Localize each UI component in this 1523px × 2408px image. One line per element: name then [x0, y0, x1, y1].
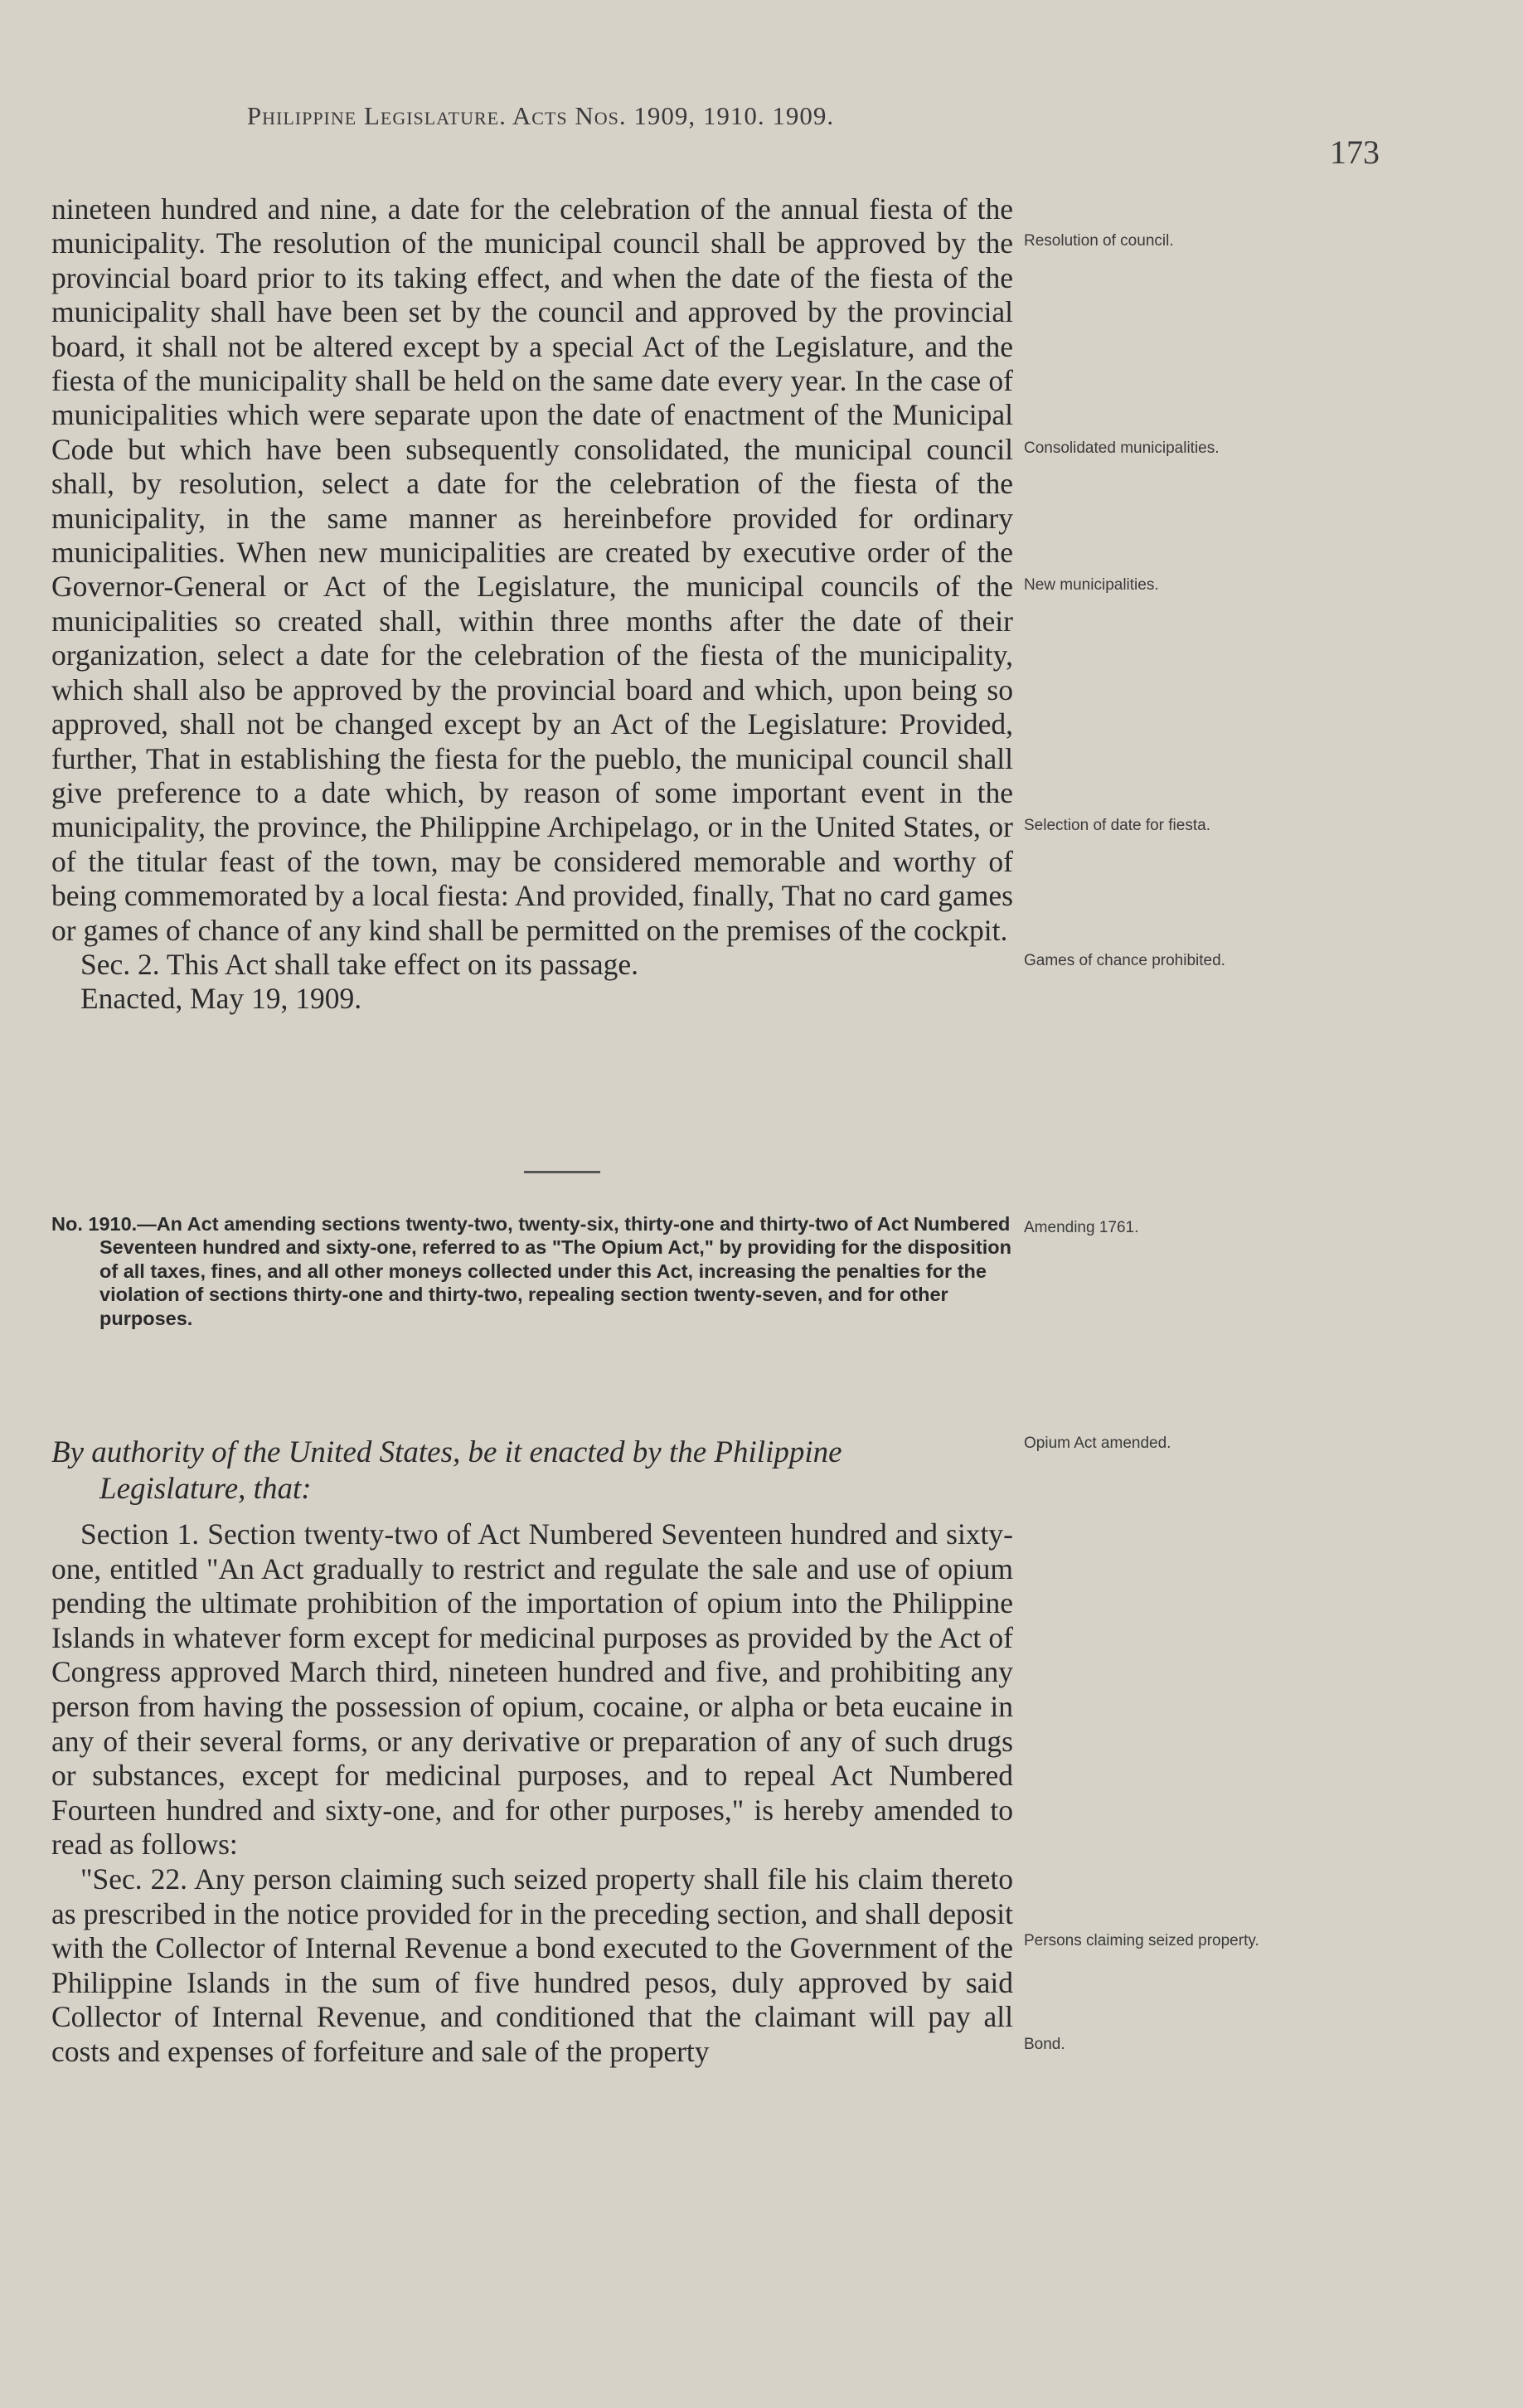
section-1-text: Section 1. Section twenty-two of Act Numbered Seventeen hundred and sixty-one, entitled "An Act gradually to restrict and regulate the sale and use of opium pending the ultimate prohibition of the importation of opium into the Philippine Islands in whatever form except for medicinal purposes as provided by the Act of Congress approved March third, nineteen hundred and five, and prohibiting any person from having the possession of opium, cocaine, or alpha or beta eucaine in any of their several forms, or any derivative or preparation of any of such drugs or substances, except for medicinal purposes, and to repeal Act Numbered Fourteen hundred and sixty-one, and for other purposes," is hereby amended to read as follows: — [51, 1517, 1013, 1862]
margin-note-resolution: Resolution of council. — [1024, 232, 1174, 250]
margin-note-amending: Amending 1761. — [1024, 1219, 1139, 1236]
margin-note-consolidated: Consolidated municipalities. — [1024, 439, 1220, 457]
page-number: 173 — [1330, 134, 1380, 171]
margin-note-bond: Bond. — [1024, 2036, 1065, 2053]
margin-note-selection-of-date: Selection of date for fiesta. — [1024, 817, 1210, 834]
running-head: Philippine Legislature. Acts Nos. 1909, 1910. 1909. — [246, 101, 835, 130]
main-text — [51, 192, 1013, 1017]
act-1910-heading: No. 1910.—An Act amending sections twenty-two, twenty-six, thirty-one and thirty-two of Act Numbered Seventeen hundred and sixty-one, referred to as "The Opium Act," by providing for the disposition of all taxes, fines, and all other moneys collected under this Act, increasing the penalties for the violation of sections thirty-one and thirty-two, repealing section twenty-seven, and for other purposes. — [51, 1213, 1011, 1329]
margin-note-persons-claiming: Persons claiming seized property. — [1024, 1932, 1259, 1949]
margin-note-new-municipalities: New municipalities. — [1024, 576, 1159, 594]
paragraph-enacted-date: Enacted, May 19, 1909. — [80, 982, 362, 1016]
margin-note-games-of-chance: Games of chance prohibited. — [1024, 952, 1225, 969]
enacting-line-1: By authority of the United States, be it enacted by the Philippine — [51, 1435, 842, 1469]
enacting-line-2: Legislature, that: — [99, 1472, 312, 1506]
paragraph-section-2: Sec. 2. This Act shall take effect on its passage. — [80, 947, 639, 981]
section-22-text: "Sec. 22. Any person claiming such seized property shall file his claim thereto as prescribed in the notice provided for in the preceding section, and shall deposit with the Collector of Internal Revenue a bond executed to the Government of the Philippine Islands in the sum of five hundred pesos, duly approved by said Collector of Internal Revenue, and conditioned that the claimant will pay all costs and expenses of forfeiture and sale of the property — [51, 1862, 1013, 2068]
paragraph-fiesta-provisions: nineteen hundred and nine, a date for the celebration of the annual fiesta of the municipality. The resolution of the municipal council shall be approved by the provincial board prior to its taking effect, and when the date of the fiesta of the municipality shall have been set by the council and approved by the provincial board, it shall not be altered except by a special Act of the Legislature, and the fiesta of the municipality shall be held on the same date every year. In the case of municipalities which were separate upon the date of enactment of the Municipal Code but which have been subsequently consolidated, the municipal council shall, by resolution, select a date for the celebration of the fiesta of the municipality, in the same manner as hereinbefore provided for ordinary municipalities. When new municipalities are created by executive order of the Governor-General or Act of the Legislature, the municipal councils of the municipalities so created shall, within three months after the date of their organization, select a date for the celebration of the fiesta of the municipality, which shall also be approved by the provincial board and which, upon being so approved, shall not be changed except by an Act of the Legislature: Provided, further, That in establishing the fiesta for the pueblo, the municipal council shall give preference to a date which, by reason of some important event in the municipality, the province, the Philippine Archipelago, or in the United States, or of the titular feast of the town, may be considered memorable and worthy of being commemorated by a local fiesta: And provided, finally, That no card games or games of chance of any kind shall be permitted on the premises of the cockpit. — [51, 192, 1013, 947]
act-1910-sections — [51, 1517, 1013, 2070]
margin-note-opium-act: Opium Act amended. — [1024, 1435, 1171, 1452]
enacting-clause — [51, 1435, 1013, 1507]
section-divider — [524, 1171, 600, 1173]
